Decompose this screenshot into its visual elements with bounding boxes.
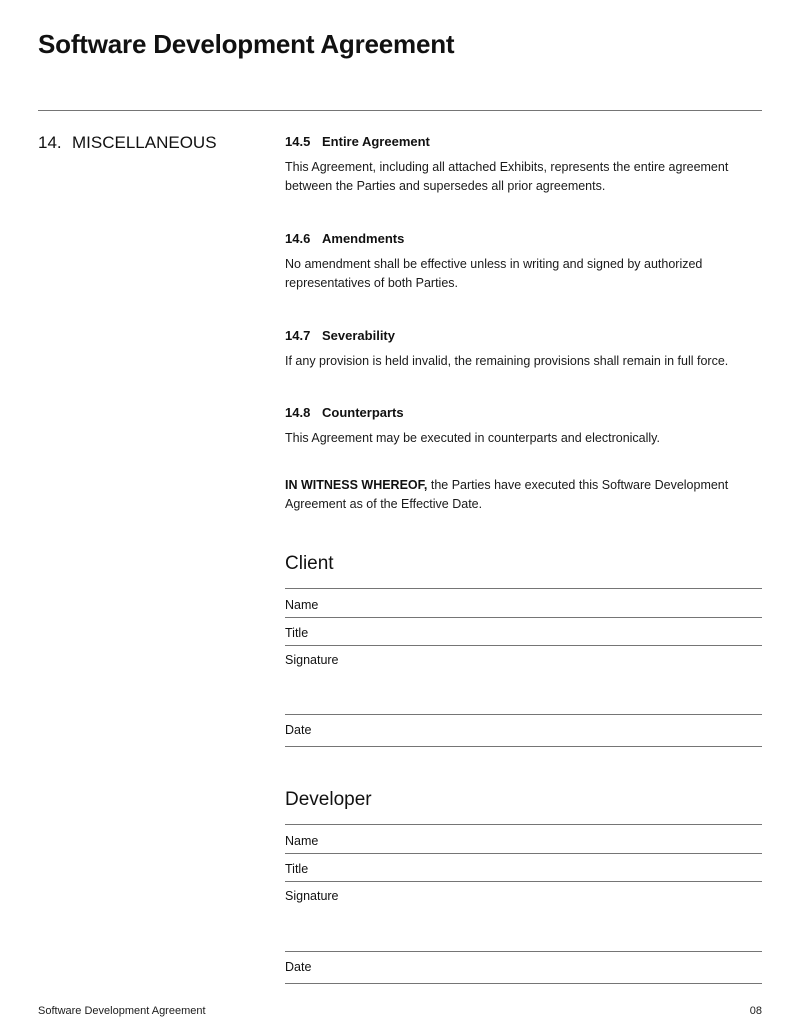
page-footer — [38, 1005, 762, 1031]
clause-number: 14.5 — [285, 133, 311, 149]
footer-page-number: 08 — [749, 1004, 762, 1017]
clause-body: If any provision is held invalid, the remaining provisions shall remain in full force. — [285, 353, 729, 368]
clause-number: 14.6 — [285, 230, 311, 246]
clause-body: This Agreement may be executed in counterparts and electronically. — [285, 431, 660, 446]
footer-doc-title: Software Development Agreement — [38, 1004, 206, 1017]
clause-body: This Agreement, including all attached Exhibits, represents the entire agreement between the Parties and supersedes all prior agreements. — [285, 159, 729, 194]
signature-field-row — [285, 589, 762, 618]
party-heading: Client — [285, 552, 334, 574]
title-divider — [38, 110, 762, 111]
field-label-title: Title — [285, 862, 309, 877]
clause-14-7 — [285, 328, 762, 372]
clause-heading — [285, 134, 762, 149]
clause-number: 14.8 — [285, 405, 311, 421]
signature-table — [285, 824, 762, 984]
clause-14-5 — [285, 134, 762, 197]
clause-title: Entire Agreement — [322, 133, 430, 149]
clause-title: Severability — [322, 327, 395, 343]
section-column — [38, 134, 285, 984]
page-title: Software Development Agreement — [38, 29, 455, 59]
section-number: 14. — [38, 132, 62, 152]
clause-body: No amendment shall be effective unless in writing and signed by authorized representatives of both Parties. — [285, 256, 703, 291]
field-label-signature: Signature — [285, 889, 339, 904]
signature-block-client — [285, 553, 762, 748]
signature-field-row — [285, 825, 762, 854]
signature-table — [285, 588, 762, 748]
signature-field-row — [285, 646, 762, 716]
signature-block-developer — [285, 789, 762, 984]
clause-title: Counterparts — [322, 405, 404, 421]
signature-field-row — [285, 618, 762, 646]
witness-rest: the Parties have executed this Software Development Agreement as of the Effective Date. — [285, 477, 729, 512]
document-body — [38, 134, 762, 984]
signature-field-row — [285, 854, 762, 882]
signature-field-row — [285, 882, 762, 952]
clause-number: 14.7 — [285, 327, 311, 343]
section-title: MISCELLANEOUS — [72, 132, 217, 152]
witness-lead: IN WITNESS WHEREOF, — [285, 477, 428, 492]
signature-field-row — [285, 952, 762, 984]
field-label-title: Title — [285, 625, 309, 640]
signature-field-row — [285, 715, 762, 747]
field-label-date: Date — [285, 723, 312, 738]
field-label-name: Name — [285, 597, 319, 612]
section-heading — [38, 134, 285, 153]
witness-clause — [285, 476, 762, 515]
clause-14-8 — [285, 405, 762, 449]
party-heading: Developer — [285, 789, 372, 811]
field-label-signature: Signature — [285, 652, 339, 667]
field-label-name: Name — [285, 834, 319, 849]
field-label-date: Date — [285, 959, 312, 974]
clause-heading — [285, 405, 762, 420]
clause-heading — [285, 231, 762, 246]
clause-title: Amendments — [322, 230, 405, 246]
clause-heading — [285, 328, 762, 343]
clause-14-6 — [285, 231, 762, 294]
clauses-column — [285, 134, 762, 984]
